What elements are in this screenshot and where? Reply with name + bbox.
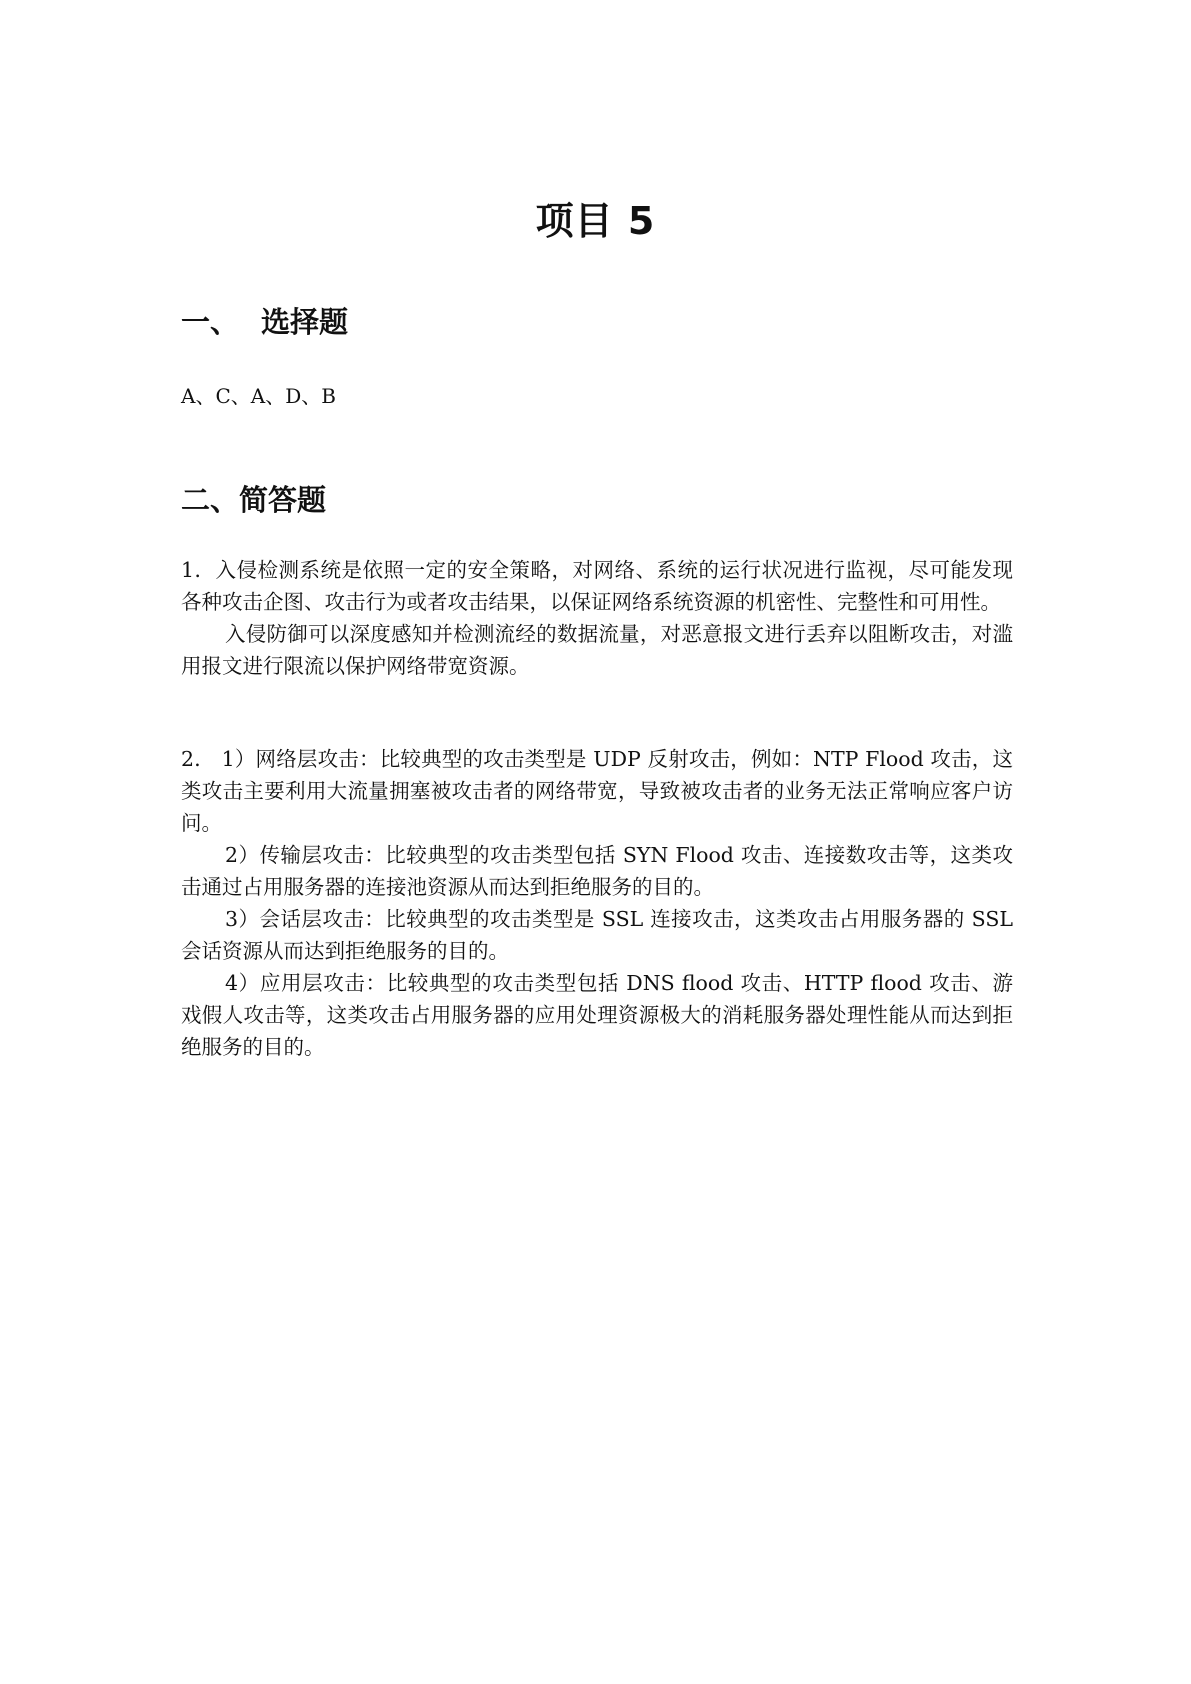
answer-2-paragraph-2: 2）传输层攻击：比较典型的攻击类型包括 SYN Flood 攻击、连接数攻击等，这类攻击通过占用服务器的连接池资源从而达到拒绝服务的目的。	[181, 843, 1013, 899]
section-heading-multiple-choice	[181, 300, 348, 341]
answer-1-paragraph-1: 1．入侵检测系统是依照一定的安全策略，对网络、系统的运行状况进行监视，尽可能发现各种攻击企图、攻击行为或者攻击结果，以保证网络系统资源的机密性、完整性和可用性。	[181, 558, 1013, 614]
section-number: 一、	[181, 305, 240, 339]
page-title: 项目 5	[535, 199, 656, 243]
answer-1-paragraph-2: 入侵防御可以深度感知并检测流经的数据流量，对恶意报文进行丢弃以阻断攻击，对滥用报文进行限流以保护网络带宽资源。	[181, 622, 1013, 678]
answer-block-2	[181, 743, 1013, 1063]
section-heading-short-answer: 二、简答题	[181, 483, 327, 517]
answer-2-paragraph-3: 3）会话层攻击：比较典型的攻击类型是 SSL 连接攻击，这类攻击占用服务器的 SSL 会话资源从而达到拒绝服务的目的。	[181, 907, 1013, 963]
multiple-choice-answers: A、C、A、D、B	[181, 384, 336, 408]
answer-2-paragraph-4: 4）应用层攻击：比较典型的攻击类型包括 DNS flood 攻击、HTTP flood 攻击、游戏假人攻击等，这类攻击占用服务器的应用处理资源极大的消耗服务器处理性能从而达到拒绝服务的目的。	[181, 971, 1013, 1059]
answer-2-paragraph-1: 2． 1）网络层攻击：比较典型的攻击类型是 UDP 反射攻击，例如：NTP Flood 攻击，这类攻击主要利用大流量拥塞被攻击者的网络带宽，导致被攻击者的业务无法正常响应客户访问。	[181, 747, 1013, 835]
answer-block-1	[181, 554, 1013, 682]
section-heading-text: 选择题	[261, 305, 349, 339]
